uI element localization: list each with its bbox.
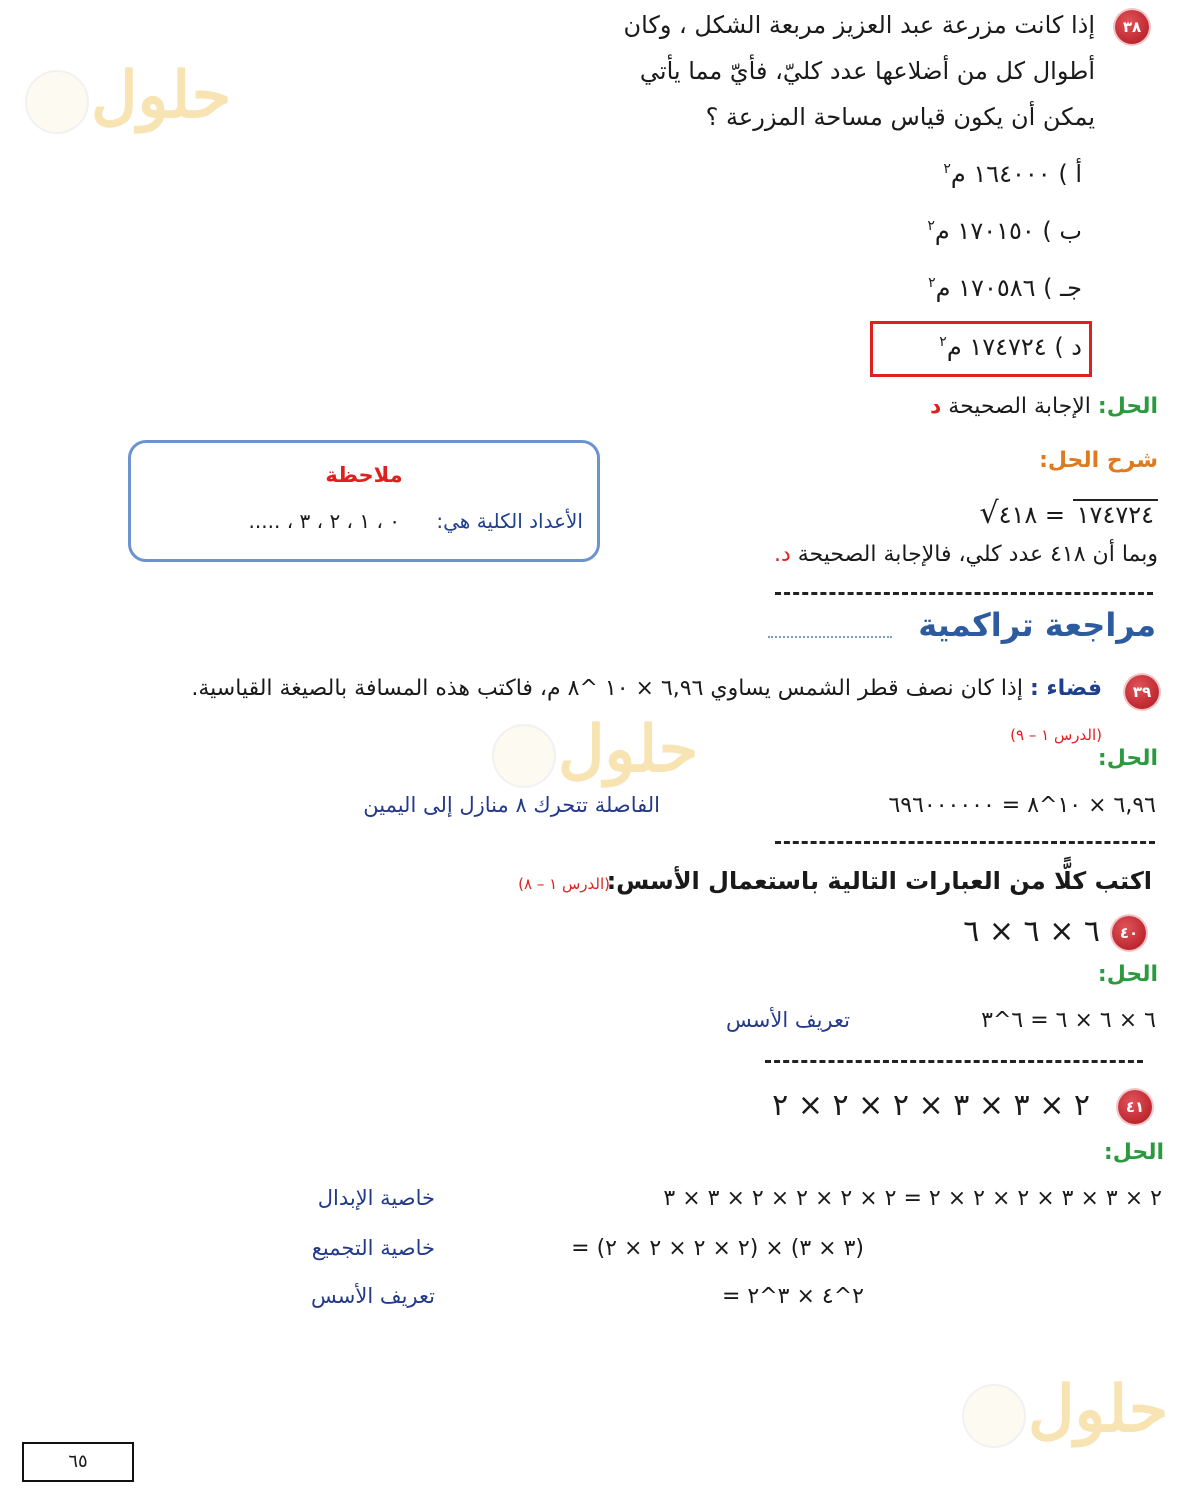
watermark-logo-icon (962, 1384, 1026, 1448)
question-39-text (82, 676, 1102, 701)
q41-expression: ٢ × ٣ × ٣ × ٢ × ٢ × ٢ (772, 1088, 1090, 1123)
sqrt-icon: √ (979, 496, 999, 531)
option-value: ١٧٠٥٨٦ م (935, 274, 1036, 302)
option-d (822, 333, 1082, 361)
q40-reason: تعريف الأسس (725, 1008, 850, 1032)
solution-answer: د (930, 394, 942, 419)
note-box (128, 440, 600, 562)
review-dotted-line (768, 636, 892, 638)
note-content (143, 509, 583, 533)
option-exponent: ٢ (943, 161, 951, 177)
q41-step-2: = (٢ × ٢ × ٢ × ٢) × (٣ × ٣) (571, 1236, 864, 1261)
solution-label: الحل: (1097, 394, 1158, 419)
note-values: ٠ ، ١ ، ٢ ، ٣ ، ..... (248, 509, 401, 533)
option-c (822, 274, 1082, 302)
question-38-badge: ٣٨ (1115, 10, 1149, 44)
explain-answer: د. (773, 542, 791, 567)
q41-step-3: = ٢^٤ × ٣^٢ (721, 1284, 864, 1309)
question-40-badge: ٤٠ (1112, 916, 1146, 950)
divider (775, 841, 1155, 844)
q39-note: الفاصلة تتحرك ٨ منازل إلى اليمين (363, 793, 660, 817)
divider (765, 1060, 1143, 1063)
q39-lesson: (الدرس ١ – ٩) (1010, 726, 1102, 744)
question-line: يمكن أن يكون قياس مساحة المزرعة ؟ (705, 103, 1095, 131)
watermark-top (25, 58, 245, 138)
page-number: ٦٥ (22, 1442, 134, 1482)
q40-equation: ٦ × ٦ × ٦ = ٦^٣ (981, 1008, 1156, 1033)
q39-statement: إذا كان نصف قطر الشمس يساوي ٦,٩٦ × ١٠ ^٨ م، فاكتب هذه المسافة بالصيغة القياسية. (191, 676, 1023, 701)
option-letter: أ ) (1058, 160, 1082, 188)
watermark-text: حلول (558, 712, 699, 787)
question-41-badge: ٤١ (1118, 1090, 1152, 1124)
option-value: ١٦٤٠٠٠ م (950, 160, 1051, 188)
watermark-logo-icon (25, 70, 89, 134)
watermark-bottom (962, 1372, 1182, 1452)
divider (775, 592, 1153, 595)
q41-reason-3: تعريف الأسس (310, 1284, 435, 1308)
question-39-badge: ٣٩ (1125, 675, 1159, 709)
note-label: الأعداد الكلية هي: (436, 509, 583, 533)
review-title: مراجعة تراكمية (918, 606, 1156, 644)
question-38-text (495, 2, 1095, 140)
watermark-text: حلول (91, 58, 232, 133)
option-value: ١٧٠١٥٠ م (934, 217, 1035, 245)
option-letter: ب ) (1042, 217, 1082, 245)
question-line: أطوال كل من أضلاعها عدد كليّ، فأيّ مما يأتي (639, 57, 1095, 85)
q40-solution-label: الحل: (1097, 962, 1158, 987)
q41-reason-2: خاصية التجميع (311, 1236, 435, 1260)
q41-reason-1: خاصية الإبدال (317, 1186, 435, 1210)
explain-text: وبما أن ٤١٨ عدد كلي، فالإجابة الصحيحة د. (773, 542, 1158, 567)
option-value: ١٧٤٧٢٤ م (946, 333, 1047, 361)
q39-solution-label: الحل: (1097, 746, 1158, 771)
watermark-middle (492, 712, 712, 792)
sqrt-radicand: ١٧٤٧٢٤ (1073, 499, 1158, 529)
note-title: ملاحظة (325, 463, 403, 487)
q40-expression: ٦ × ٦ × ٦ (963, 914, 1100, 949)
option-b (822, 217, 1082, 245)
option-letter: د ) (1054, 333, 1082, 361)
explain-label: شرح الحل: (1039, 448, 1158, 473)
option-exponent: ٢ (939, 334, 947, 350)
option-exponent: ٢ (928, 275, 936, 291)
sqrt-result: = ٤١٨ (998, 501, 1066, 529)
section-instruction: اكتب كلًّا من العبارات التالية باستعمال الأسس: (606, 867, 1152, 895)
option-a (822, 160, 1082, 188)
sqrt-equation (858, 496, 1158, 531)
q38-solution (758, 394, 1158, 419)
q39-equation: ٦,٩٦ × ١٠^٨ = ٦٩٦٠٠٠٠٠٠ (888, 793, 1156, 818)
section-lesson: (الدرس ١ – ٨) (518, 875, 610, 893)
q41-solution-label: الحل: (1103, 1140, 1164, 1165)
q39-topic: فضاء : (1029, 676, 1102, 701)
watermark-logo-icon (492, 724, 556, 788)
question-line: إذا كانت مزرعة عبد العزيز مربعة الشكل ، وكان (623, 11, 1095, 39)
option-exponent: ٢ (927, 218, 935, 234)
option-letter: جـ ) (1043, 274, 1082, 302)
watermark-text: حلول (1028, 1372, 1169, 1447)
q41-step-1: ٢ × ٣ × ٣ × ٢ × ٢ × ٢ = ٢ × ٢ × ٢ × ٢ × ٣ × ٣ (663, 1186, 1162, 1211)
solution-text: الإجابة الصحيحة (948, 394, 1091, 419)
